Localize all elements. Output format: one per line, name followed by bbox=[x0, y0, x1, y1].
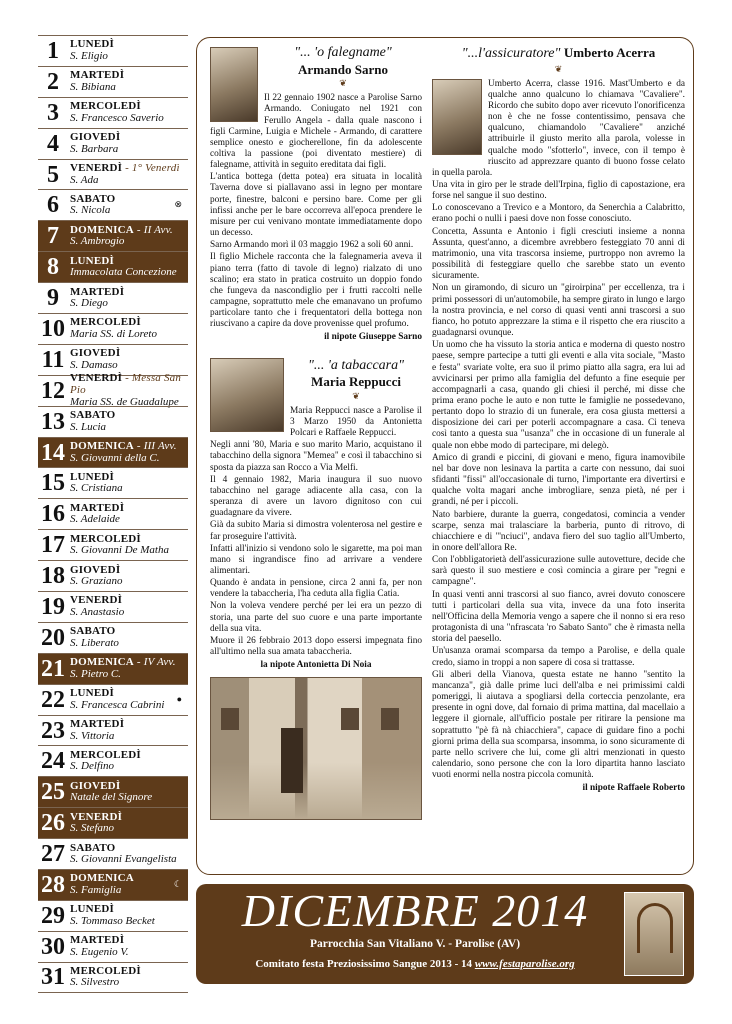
moon-phase-icon: ● bbox=[176, 693, 182, 704]
day-number: 26 bbox=[41, 810, 65, 837]
day-number: 22 bbox=[41, 686, 65, 713]
sarno-photo bbox=[210, 47, 258, 122]
day-info bbox=[68, 626, 188, 649]
acerra-p9: Con l'obbligatorietà dell'assicurazione sulle autovetture, decide che sarà questo il suo mestiere e così comincia a girare per "regni e campagne". bbox=[432, 555, 685, 588]
footer-banner bbox=[196, 884, 694, 984]
calendar-day bbox=[38, 220, 188, 251]
weekday: DOMENICA bbox=[70, 439, 134, 452]
saint-name: Natale del Signore bbox=[70, 791, 153, 804]
banner-committee bbox=[210, 958, 620, 970]
acerra-p12: Gli alberi della Vianova, questa estate ne hanno "sentito la mancanza", già dalle prime luci dell'alba e nei primissimi caldi pomeriggi, li aiutava a spogliarsi della corteccia penzolante, era presente in ogni dove, dal fornaio di prima mattina, dal macellaio a leggere il giornale, all'ufficio postale per ritirare la pensione ma soprattutto "pè fà nà chiacchiera", capace di guidare fino a pochi giorni prima della sua scomparsa, insomma, io sono sicuramente di parte nello scrivere che lui, come gli altri menzionati in questo calendario, sono persone che con la loro dipartita hanno lasciato vuoti enormi nella nostra piccola comunità. bbox=[432, 669, 685, 781]
weekday: GIOVEDÌ bbox=[70, 347, 121, 360]
left-column bbox=[210, 45, 422, 820]
weekday: VENERDÌ bbox=[70, 372, 123, 385]
calendar-column bbox=[38, 35, 188, 993]
calendar-day bbox=[38, 498, 188, 529]
saint-name: S. Damaso bbox=[70, 358, 118, 371]
day-number: 30 bbox=[41, 933, 65, 960]
church-photo bbox=[624, 892, 684, 976]
day-number: 21 bbox=[41, 655, 65, 682]
day-name-line bbox=[70, 441, 188, 453]
acerra-signature: il nipote Raffaele Roberto bbox=[582, 783, 685, 794]
day-number: 31 bbox=[41, 964, 65, 991]
calendar-day bbox=[38, 807, 188, 838]
weekday: LUNEDÌ bbox=[70, 254, 114, 267]
day-number: 25 bbox=[41, 779, 65, 806]
day-event: - IV Avv. bbox=[133, 656, 176, 669]
day-name-line bbox=[70, 688, 188, 700]
day-number: 24 bbox=[41, 748, 65, 775]
calendar-day bbox=[38, 684, 188, 715]
day-info bbox=[68, 101, 188, 124]
saint-name: S. Liberato bbox=[70, 636, 119, 649]
weekday: MERCOLEDÌ bbox=[70, 100, 141, 113]
reppucci-signature: la nipote Antonietta Di Noia bbox=[260, 660, 372, 671]
day-number: 17 bbox=[41, 532, 65, 559]
calendar-day bbox=[38, 159, 188, 190]
day-number: 20 bbox=[41, 624, 65, 651]
sarno-signature: il nipote Giuseppe Sarno bbox=[324, 332, 422, 343]
acerra-p1: Umberto Acerra, classe 1916. Mast'Umberto e da qualche anno qualcuno lo chiamava "Cavaliere". Ricordo che subito dopo aver ricevuto l'onorificenza non è che ne fosse contentissimo, pensava che qualcuno, chiamandolo "Cavaliere" anziché attribuirle il giusto merito alla parola, volesse in qualche modo "sfotterlo", invece, con il tempo è riuscito ad apprezzare quanto di buono fosse celato in quella parola. bbox=[432, 78, 685, 178]
day-info bbox=[68, 410, 188, 433]
day-info bbox=[68, 256, 188, 279]
weekday: MERCOLEDÌ bbox=[70, 532, 141, 545]
saint-name: S. Eugenio V. bbox=[70, 945, 129, 958]
calendar-day bbox=[38, 529, 188, 560]
calendar-day bbox=[38, 128, 188, 159]
saint-name: S. Francesca Cabrini bbox=[70, 698, 165, 711]
saint-name: S. Delfino bbox=[70, 760, 114, 773]
saint-name: S. Bibiana bbox=[70, 80, 116, 93]
saint-name: S. Lucia bbox=[70, 420, 107, 433]
reppucci-p2: Negli anni '80, Maria e suo marito Mario, acquistano il tabacchino della signora "Memea" e così il tabacchino si sposta da piazza san Rocco a Via Melfi. bbox=[210, 440, 422, 473]
calendar-day bbox=[38, 653, 188, 684]
reppucci-name: Maria Reppucci bbox=[311, 374, 401, 390]
weekday: MARTEDÌ bbox=[70, 934, 125, 947]
weekday: DOMENICA bbox=[70, 656, 134, 669]
day-info bbox=[68, 565, 188, 588]
acerra-p4: Concetta, Assunta e Antonio i figli cresciuti insieme a nonna Assunta, quest'anno, a dicembre avrebbero festeggiato 70 anni di matrimonio, una vita trascorsa insieme, purtroppo non avremo la possibilità di festeggiare quello che sarebbe stato un evento sicuramente. bbox=[432, 226, 685, 282]
day-number: 1 bbox=[47, 37, 59, 64]
day-info bbox=[68, 70, 188, 93]
saint-name: S. Giovanni De Matha bbox=[70, 544, 169, 557]
saint-name: S. Famiglia bbox=[70, 883, 122, 896]
calendar-day bbox=[38, 467, 188, 498]
saint-name: S. Graziano bbox=[70, 575, 123, 588]
banner-url-link[interactable]: www.festaparolise.org bbox=[474, 958, 575, 970]
calendar-day bbox=[38, 776, 188, 807]
calendar-day bbox=[38, 344, 188, 375]
day-info bbox=[68, 719, 188, 742]
day-number: 6 bbox=[47, 192, 59, 219]
saint-name: S. Nicola bbox=[70, 204, 111, 217]
day-event: - III Avv. bbox=[133, 439, 177, 452]
day-number: 5 bbox=[47, 161, 59, 188]
weekday: MARTEDÌ bbox=[70, 717, 125, 730]
weekday: DOMENICA bbox=[70, 223, 134, 236]
day-info bbox=[68, 966, 188, 989]
day-info bbox=[68, 348, 188, 371]
banner-committee-text: Comitato festa Preziosissimo Sangue 2013 - 14 bbox=[255, 958, 473, 970]
reppucci-p7: Non la voleva vendere perché per lei era un pezzo di storia, una parte del suo cuore e una parte importante della sua vita. bbox=[210, 601, 422, 634]
banner-parish: Parrocchia San Vitaliano V. - Parolise (AV) bbox=[309, 938, 521, 950]
day-info bbox=[68, 163, 188, 186]
saint-name: S. Adelaide bbox=[70, 513, 120, 526]
day-event: - 1° Venerdì bbox=[122, 161, 180, 174]
day-name-line bbox=[70, 132, 188, 144]
saint-name: S. Vittoria bbox=[70, 729, 115, 742]
day-number: 14 bbox=[41, 439, 65, 466]
day-name-line bbox=[70, 101, 188, 113]
weekday: LUNEDÌ bbox=[70, 687, 114, 700]
saint-name: S. Barbara bbox=[70, 142, 119, 155]
calendar-day bbox=[38, 622, 188, 653]
saint-name: S. Tommaso Becket bbox=[70, 914, 155, 927]
day-info bbox=[68, 688, 188, 711]
calendar-day bbox=[38, 591, 188, 622]
saint-name: S. Pietro C. bbox=[70, 667, 121, 680]
weekday: DOMENICA bbox=[70, 872, 134, 885]
calendar-day bbox=[38, 66, 188, 97]
saint-name: S. Ambrogio bbox=[70, 235, 125, 248]
day-info bbox=[68, 595, 188, 618]
weekday: MARTEDÌ bbox=[70, 501, 125, 514]
acerra-p5: Non un giramondo, di sicuro un "giroirpina" per eccellenza, tra i primi possessori di un'automobile, ha sempre girato in lungo e largo la nostra provincia, e nel corso di quasi venti anni trascorsi a suo fianco, ho potuto apprezzare la stima e il rispetto che era riuscito a guadagnarsi ovunque. bbox=[432, 283, 685, 339]
day-number: 12 bbox=[41, 377, 65, 404]
banner-title: DICEMBRE 2014 bbox=[241, 885, 589, 936]
ornament-icon: ❦ bbox=[352, 391, 360, 402]
day-info bbox=[68, 781, 188, 804]
reppucci-p6: Quando è andata in pensione, circa 2 anni fa, per non vendere la tabaccheria, l'ha ceduta alla figlia Catia. bbox=[210, 578, 422, 600]
day-name-line bbox=[70, 410, 188, 422]
saint-name: S. Eligio bbox=[70, 49, 108, 62]
weekday: MERCOLEDÌ bbox=[70, 964, 141, 977]
day-event: - Messa San Pio bbox=[70, 372, 182, 396]
calendar-day bbox=[38, 962, 188, 993]
acerra-p7: Amico di grandi e piccini, di giovani e meno, figura inamovibile nel bar dove non lesinava la partita a carte con nessuno, dai suoi sfidanti "fissi" all'occasionale di turno, l'importante era divertirsi e qualche volta magari anche imbrogliare, senza pietà, né per i grandi, né per i piccoli. bbox=[432, 452, 685, 508]
day-number: 13 bbox=[41, 408, 65, 435]
day-info bbox=[68, 812, 188, 835]
calendar-day bbox=[38, 900, 188, 931]
day-number: 18 bbox=[41, 563, 65, 590]
calendar-day bbox=[38, 560, 188, 591]
day-number: 3 bbox=[47, 99, 59, 126]
calendar-day bbox=[38, 931, 188, 962]
acerra-p8: Nato barbiere, durante la guerra, congedatosi, comincia a vender scarpe, senza mai tralasciare la barberia, punto di ritrovo, di chiacchiere e di "'nciuci", andava fiero del suo taglio all'Umberto, in onore dell'allora Re. bbox=[432, 509, 685, 553]
day-info bbox=[68, 225, 188, 248]
calendar-day bbox=[38, 437, 188, 468]
sarno-p1: Il 22 gennaio 1902 nasce a Parolise Sarno Armando. Coniugato nel 1921 con Ferullo Angela - dalla quale nascono i figli Carmine, Luigia e Michele - Armando, di carattere semplice onesto e giocherellone, fin da adolescente coltiva la passione (poi diventato mestiere) di falegname, attività in seguito ereditata dai figli. bbox=[210, 93, 422, 171]
saint-name: S. Anastasio bbox=[70, 605, 125, 618]
right-column bbox=[432, 45, 685, 794]
weekday: GIOVEDÌ bbox=[70, 779, 121, 792]
saint-name: S. Cristiana bbox=[70, 482, 123, 495]
weekday: SABATO bbox=[70, 841, 116, 854]
day-info bbox=[68, 132, 188, 155]
saint-name: S. Stefano bbox=[70, 822, 114, 835]
day-info bbox=[68, 843, 188, 866]
day-number: 23 bbox=[41, 717, 65, 744]
sarno-name: Armando Sarno bbox=[298, 61, 388, 77]
acerra-p2: Una vita in giro per le strade dell'Irpina, figlio di capostazione, era forse nel sangue il suo destino. bbox=[432, 180, 685, 202]
weekday: SABATO bbox=[70, 192, 116, 205]
day-number: 16 bbox=[41, 501, 65, 528]
sarno-p4: Il figlio Michele racconta che la falegnameria aveva il piano terra (fatto di tavole di legno) rialzato di uno scalino; era stato in pratica costruito un doppio fondo che fungeva da nascondiglio per i frutti raccolti nelle campagne, soprattutto mele che emanavano un profumo particolare tanto che i frequentatori della bottega non riuscivano a capire da dove provenisse quel profumo. bbox=[210, 252, 422, 330]
weekday: MERCOLEDÌ bbox=[70, 316, 141, 329]
sarno-p2: L'antica bottega (detta potea) era situata in località Taverna dove si piallavano assi in legno per montare porte, finestre, balconi e persino bare. Come per gli infissi anche per le bare occorreva all'epoca prendere le misure per cui venivano montate immediatamente dopo un decesso. bbox=[210, 172, 422, 239]
day-number: 8 bbox=[47, 254, 59, 281]
day-info bbox=[68, 39, 188, 62]
day-number: 27 bbox=[41, 841, 65, 868]
weekday: GIOVEDÌ bbox=[70, 131, 121, 144]
day-info bbox=[68, 873, 188, 896]
day-event: - II Avv. bbox=[133, 223, 173, 236]
day-number: 15 bbox=[41, 470, 65, 497]
day-number: 4 bbox=[47, 130, 59, 157]
day-number: 29 bbox=[41, 902, 65, 929]
sarno-quote: "... 'o falegname" bbox=[294, 45, 392, 60]
saint-name: Maria SS. di Loreto bbox=[70, 327, 157, 340]
reppucci-p1: Maria Reppucci nasce a Parolise il 3 Marzo 1950 da Antonietta Polcari e Raffaele Reppucci. bbox=[290, 405, 422, 439]
reppucci-p3: Il 4 gennaio 1982, Maria inaugura il suo nuovo tabacchino nel garage adiacente alla casa, con la speranza di avere un lavoro dignitoso con cui guadagnare da vivere. bbox=[210, 474, 422, 519]
day-number: 10 bbox=[41, 315, 65, 342]
day-number: 19 bbox=[41, 593, 65, 620]
day-info bbox=[68, 373, 188, 408]
reppucci-p5: Infatti all'inizio si vendono solo le sigarette, ma poi man mano si ingrandisce fino ad arrivare a vendere alimentari. bbox=[210, 543, 422, 576]
calendar-day bbox=[38, 97, 188, 128]
weekday: SABATO bbox=[70, 625, 116, 638]
acerra-heading bbox=[432, 45, 685, 63]
reppucci-quote: "... 'a tabaccara" bbox=[307, 357, 405, 373]
weekday: SABATO bbox=[70, 409, 116, 422]
day-info bbox=[68, 194, 188, 217]
day-number: 2 bbox=[47, 68, 59, 95]
acerra-name: Umberto Acerra bbox=[563, 45, 656, 60]
calendar-day bbox=[38, 869, 188, 900]
calendar-day bbox=[38, 282, 188, 313]
weekday: VENERDÌ bbox=[70, 161, 123, 174]
weekday: VENERDÌ bbox=[70, 810, 123, 823]
calendar-day bbox=[38, 715, 188, 746]
weekday: LUNEDÌ bbox=[70, 903, 114, 916]
day-number: 7 bbox=[47, 223, 59, 250]
weekday: MERCOLEDÌ bbox=[70, 748, 141, 761]
acerra-p3: Lo conoscevano a Trevico e a Montoro, da Senerchia a Calabritto, erano pochi o nulli i paesi dove non fosse conosciuto. bbox=[432, 203, 685, 225]
reppucci-p4: Già da subito Maria si dimostra volenterosa nel gestire e far proseguire l'attività. bbox=[210, 520, 422, 542]
calendar-day bbox=[38, 406, 188, 437]
calendar-day bbox=[38, 745, 188, 776]
day-info bbox=[68, 750, 188, 773]
day-number: 9 bbox=[47, 285, 59, 312]
reppucci-photo bbox=[210, 358, 284, 432]
acerra-p6: Un uomo che ha vissuto la storia antica e moderna di questo nostro paese, sempre partecipe a tutti gli eventi e alla vita sociale, "Masto e festa" svariate volte, era suo il primo piatto alla sagra, era lui ad avvicinarsi per primo alla famiglia del defunto a fine esequie per accompagnarli a casa, quando gli chiesi il perché, mi disse che prima erano poche le auto e non tutte le famiglie ne possedevano, pertanto dopo lo strazio di un funerale, era cosa giusta mettersi a disposizione dei cari per poterli accompagnare a casa. Ci teneva così tanto a questa sua "usanza" che in occasione di un funerale al quale non ebbe modo di partecipare, mi delegò. bbox=[432, 340, 685, 451]
calendar-day bbox=[38, 251, 188, 282]
saint-name: S. Ada bbox=[70, 173, 99, 186]
acerra-photo bbox=[432, 79, 482, 155]
day-info bbox=[68, 534, 188, 557]
calendar-day bbox=[38, 313, 188, 344]
saint-name: S. Silvestro bbox=[70, 976, 120, 989]
sarno-p3: Sarno Armando morì il 03 maggio 1962 a soli 60 anni. bbox=[210, 240, 414, 251]
day-info bbox=[68, 657, 188, 680]
day-name-line bbox=[70, 373, 188, 396]
day-info bbox=[68, 441, 188, 464]
weekday: VENERDÌ bbox=[70, 594, 123, 607]
weekday: MARTEDÌ bbox=[70, 69, 125, 82]
calendar-day bbox=[38, 838, 188, 869]
weekday: LUNEDÌ bbox=[70, 470, 114, 483]
weekday: LUNEDÌ bbox=[70, 38, 114, 51]
saint-name: S. Francesco Saverio bbox=[70, 111, 164, 124]
saint-name: S. Giovanni della C. bbox=[70, 451, 160, 464]
day-name-line bbox=[70, 163, 188, 175]
day-info bbox=[68, 503, 188, 526]
day-info bbox=[68, 472, 188, 495]
moon-phase-icon: ⊗ bbox=[174, 199, 182, 210]
saint-name: Immacolata Concezione bbox=[70, 266, 177, 279]
calendar-day bbox=[38, 372, 188, 408]
day-number: 28 bbox=[41, 871, 65, 898]
street-photo bbox=[210, 677, 422, 820]
day-number: 11 bbox=[41, 346, 65, 373]
weekday: MARTEDÌ bbox=[70, 285, 125, 298]
saint-name: S. Giovanni Evangelista bbox=[70, 853, 177, 866]
ornament-icon: ❦ bbox=[554, 63, 563, 74]
ornament-icon: ❦ bbox=[339, 78, 347, 89]
day-info bbox=[68, 904, 188, 927]
acerra-quote: "...l'assicuratore" bbox=[461, 46, 561, 61]
day-info bbox=[68, 317, 188, 340]
day-info bbox=[68, 935, 188, 958]
weekday: GIOVEDÌ bbox=[70, 563, 121, 576]
calendar-day bbox=[38, 35, 188, 66]
saint-name: S. Diego bbox=[70, 297, 108, 310]
saint-name: Maria SS. de Guadalupe bbox=[70, 395, 179, 408]
day-info bbox=[68, 287, 188, 310]
reppucci-p8: Muore il 26 febbraio 2013 dopo essersi impegnata fino all'ultimo nella sua amata tabaccheria. bbox=[210, 635, 422, 658]
acerra-p11: Un'usanza oramai scomparsa da tempo a Parolise, e della quale credo, siamo in troppi a non sapere di cosa si trattasse. bbox=[432, 646, 685, 668]
acerra-p10: In quasi venti anni trascorsi al suo fianco, avrei dovuto conoscere tutti i particolari della sua vita, invece da una foto inserita nell'Officina della Memoria vengo a sapere che il nonno si era reso protagonista di una "nfrascata 'ro Sabato Santo" che è rimasta nella storia del paesello. bbox=[432, 589, 685, 645]
moon-phase-icon: ☾ bbox=[173, 879, 182, 890]
calendar-day bbox=[38, 189, 188, 220]
day-name-line bbox=[70, 719, 188, 731]
